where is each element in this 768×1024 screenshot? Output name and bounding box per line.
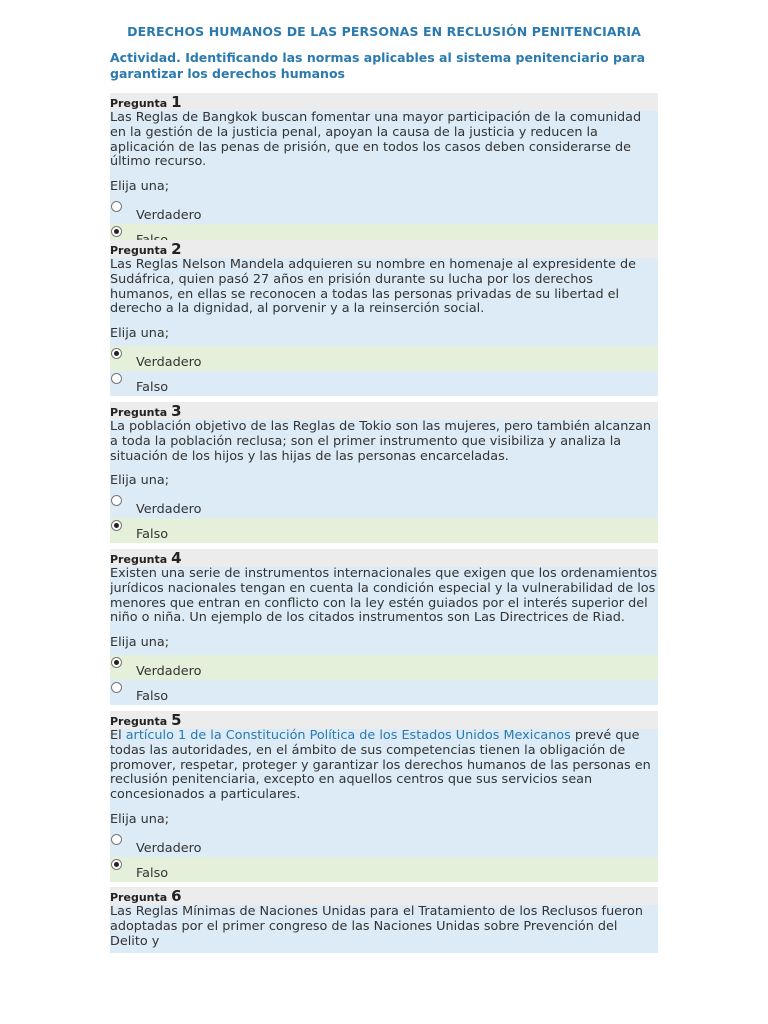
question-text: Existen una serie de instrumentos internacionales que exigen que los ordenamientos jurídicos nacionales tengan en cuenta la condición especial y la vulnerabilidad de los menores que entran en conflicto con la ley estén guiados por el interés superior del niño o niña. Un ejemplo de los citados instrumentos son Las Directrices de Riad.	[110, 566, 658, 626]
radio-selected-icon[interactable]	[111, 520, 122, 531]
option-verdadero[interactable]	[110, 199, 658, 224]
question-header	[110, 240, 658, 258]
option-falso[interactable]	[110, 680, 658, 705]
option-falso[interactable]	[110, 371, 658, 396]
radio-selected-icon[interactable]	[111, 859, 122, 870]
option-verdadero[interactable]	[110, 655, 658, 680]
question-text: Las Reglas Mínimas de Naciones Unidas para el Tratamiento de los Reclusos fueron adoptadas por el primer congreso de las Naciones Unidas sobre Prevención del Delito y	[110, 904, 643, 949]
question-word: Pregunta	[110, 406, 168, 419]
question-body	[110, 111, 658, 199]
radio-selected-icon[interactable]	[111, 348, 122, 359]
question-number: 5	[171, 711, 182, 729]
radio-unselected-icon[interactable]	[111, 834, 122, 845]
option-verdadero[interactable]	[110, 832, 658, 857]
question-text: Las Reglas de Bangkok buscan fomentar una mayor participación de la comunidad en la gestión de la justicia penal, apoyan la causa de la justicia y reducen la aplicación de las penas de prisión, que en todos los casos deben considerarse de último recurso.	[110, 110, 642, 170]
question-prompt: Elija una;	[110, 635, 170, 651]
question-1	[110, 93, 658, 249]
question-word: Pregunta	[110, 891, 168, 904]
question-text	[110, 729, 658, 803]
question-number: 2	[171, 240, 182, 258]
question-text-rest: prevé que todas las autoridades, en el ámbito de sus competencias tienen la obligación de promover, respetar, proteger y garantizar los derechos humanos de las personas en reclusión penitenciaria, excepto en aquellos centros que sus servicios sean concesionados a particulares.	[110, 728, 651, 803]
option-verdadero[interactable]	[110, 346, 658, 371]
question-header	[110, 711, 658, 729]
radio-unselected-icon[interactable]	[111, 373, 122, 384]
option-label: Verdadero	[136, 663, 202, 679]
question-4	[110, 549, 658, 705]
question-5	[110, 711, 658, 882]
option-verdadero[interactable]	[110, 493, 658, 518]
option-label: Falso	[136, 527, 169, 543]
question-prompt: Elija una;	[110, 179, 170, 195]
question-header	[110, 549, 658, 567]
document-title: DERECHOS HUMANOS DE LAS PERSONAS EN RECLUSIÓN PENITENCIARIA	[127, 24, 641, 39]
option-label: Falso	[136, 688, 169, 704]
question-6	[110, 887, 658, 949]
question-prompt: Elija una;	[110, 811, 170, 827]
question-prompt: Elija una;	[110, 326, 170, 342]
option-falso[interactable]	[110, 857, 658, 882]
question-body	[110, 258, 658, 346]
question-text: Las Reglas Nelson Mandela adquieren su nombre en homenaje al expresidente de Sudáfrica, quien pasó 27 años en prisión durante su lucha por los derechos humanos, en ellas se reconocen a todas las personas privadas de su libertad el derecho a la dignidad, al porvenir y a la reinserción social.	[110, 257, 636, 317]
question-body	[110, 567, 658, 655]
constitution-article-link[interactable]: artículo 1 de la Constitución Política de los Estados Unidos Mexicanos	[125, 728, 571, 743]
question-number: 4	[171, 549, 182, 567]
option-label: Falso	[136, 379, 169, 395]
question-body	[110, 420, 658, 493]
question-header	[110, 887, 658, 905]
question-number: 6	[171, 887, 182, 905]
option-label: Verdadero	[136, 207, 202, 223]
option-label: Verdadero	[136, 502, 202, 518]
question-word: Pregunta	[110, 244, 168, 257]
option-label: Falso	[136, 865, 169, 881]
radio-unselected-icon[interactable]	[111, 682, 122, 693]
question-header	[110, 402, 658, 420]
activity-title: Actividad. Identificando las normas aplicables al sistema penitenciario para garantizar los derechos humanos	[110, 50, 646, 81]
question-word: Pregunta	[110, 97, 168, 110]
radio-unselected-icon[interactable]	[111, 201, 122, 212]
radio-selected-icon[interactable]	[111, 226, 122, 237]
question-body	[110, 729, 658, 832]
question-3	[110, 402, 658, 543]
option-falso[interactable]	[110, 518, 658, 543]
question-header	[110, 93, 658, 111]
option-label: Verdadero	[136, 840, 202, 856]
question-text-prefix: El	[110, 728, 126, 743]
question-word: Pregunta	[110, 715, 168, 728]
question-word: Pregunta	[110, 553, 168, 566]
question-prompt: Elija una;	[110, 473, 170, 489]
question-2	[110, 240, 658, 396]
question-number: 3	[171, 402, 182, 420]
question-body	[110, 905, 658, 953]
option-label: Verdadero	[136, 354, 202, 370]
radio-selected-icon[interactable]	[111, 657, 122, 668]
question-number: 1	[171, 93, 182, 111]
question-text: La población objetivo de las Reglas de Tokio son las mujeres, pero también alcanzan a toda la población reclusa; son el primer instrumento que visibiliza y analiza la situación de los hijos y las hijas de las personas encarceladas.	[110, 419, 652, 464]
radio-unselected-icon[interactable]	[111, 495, 122, 506]
